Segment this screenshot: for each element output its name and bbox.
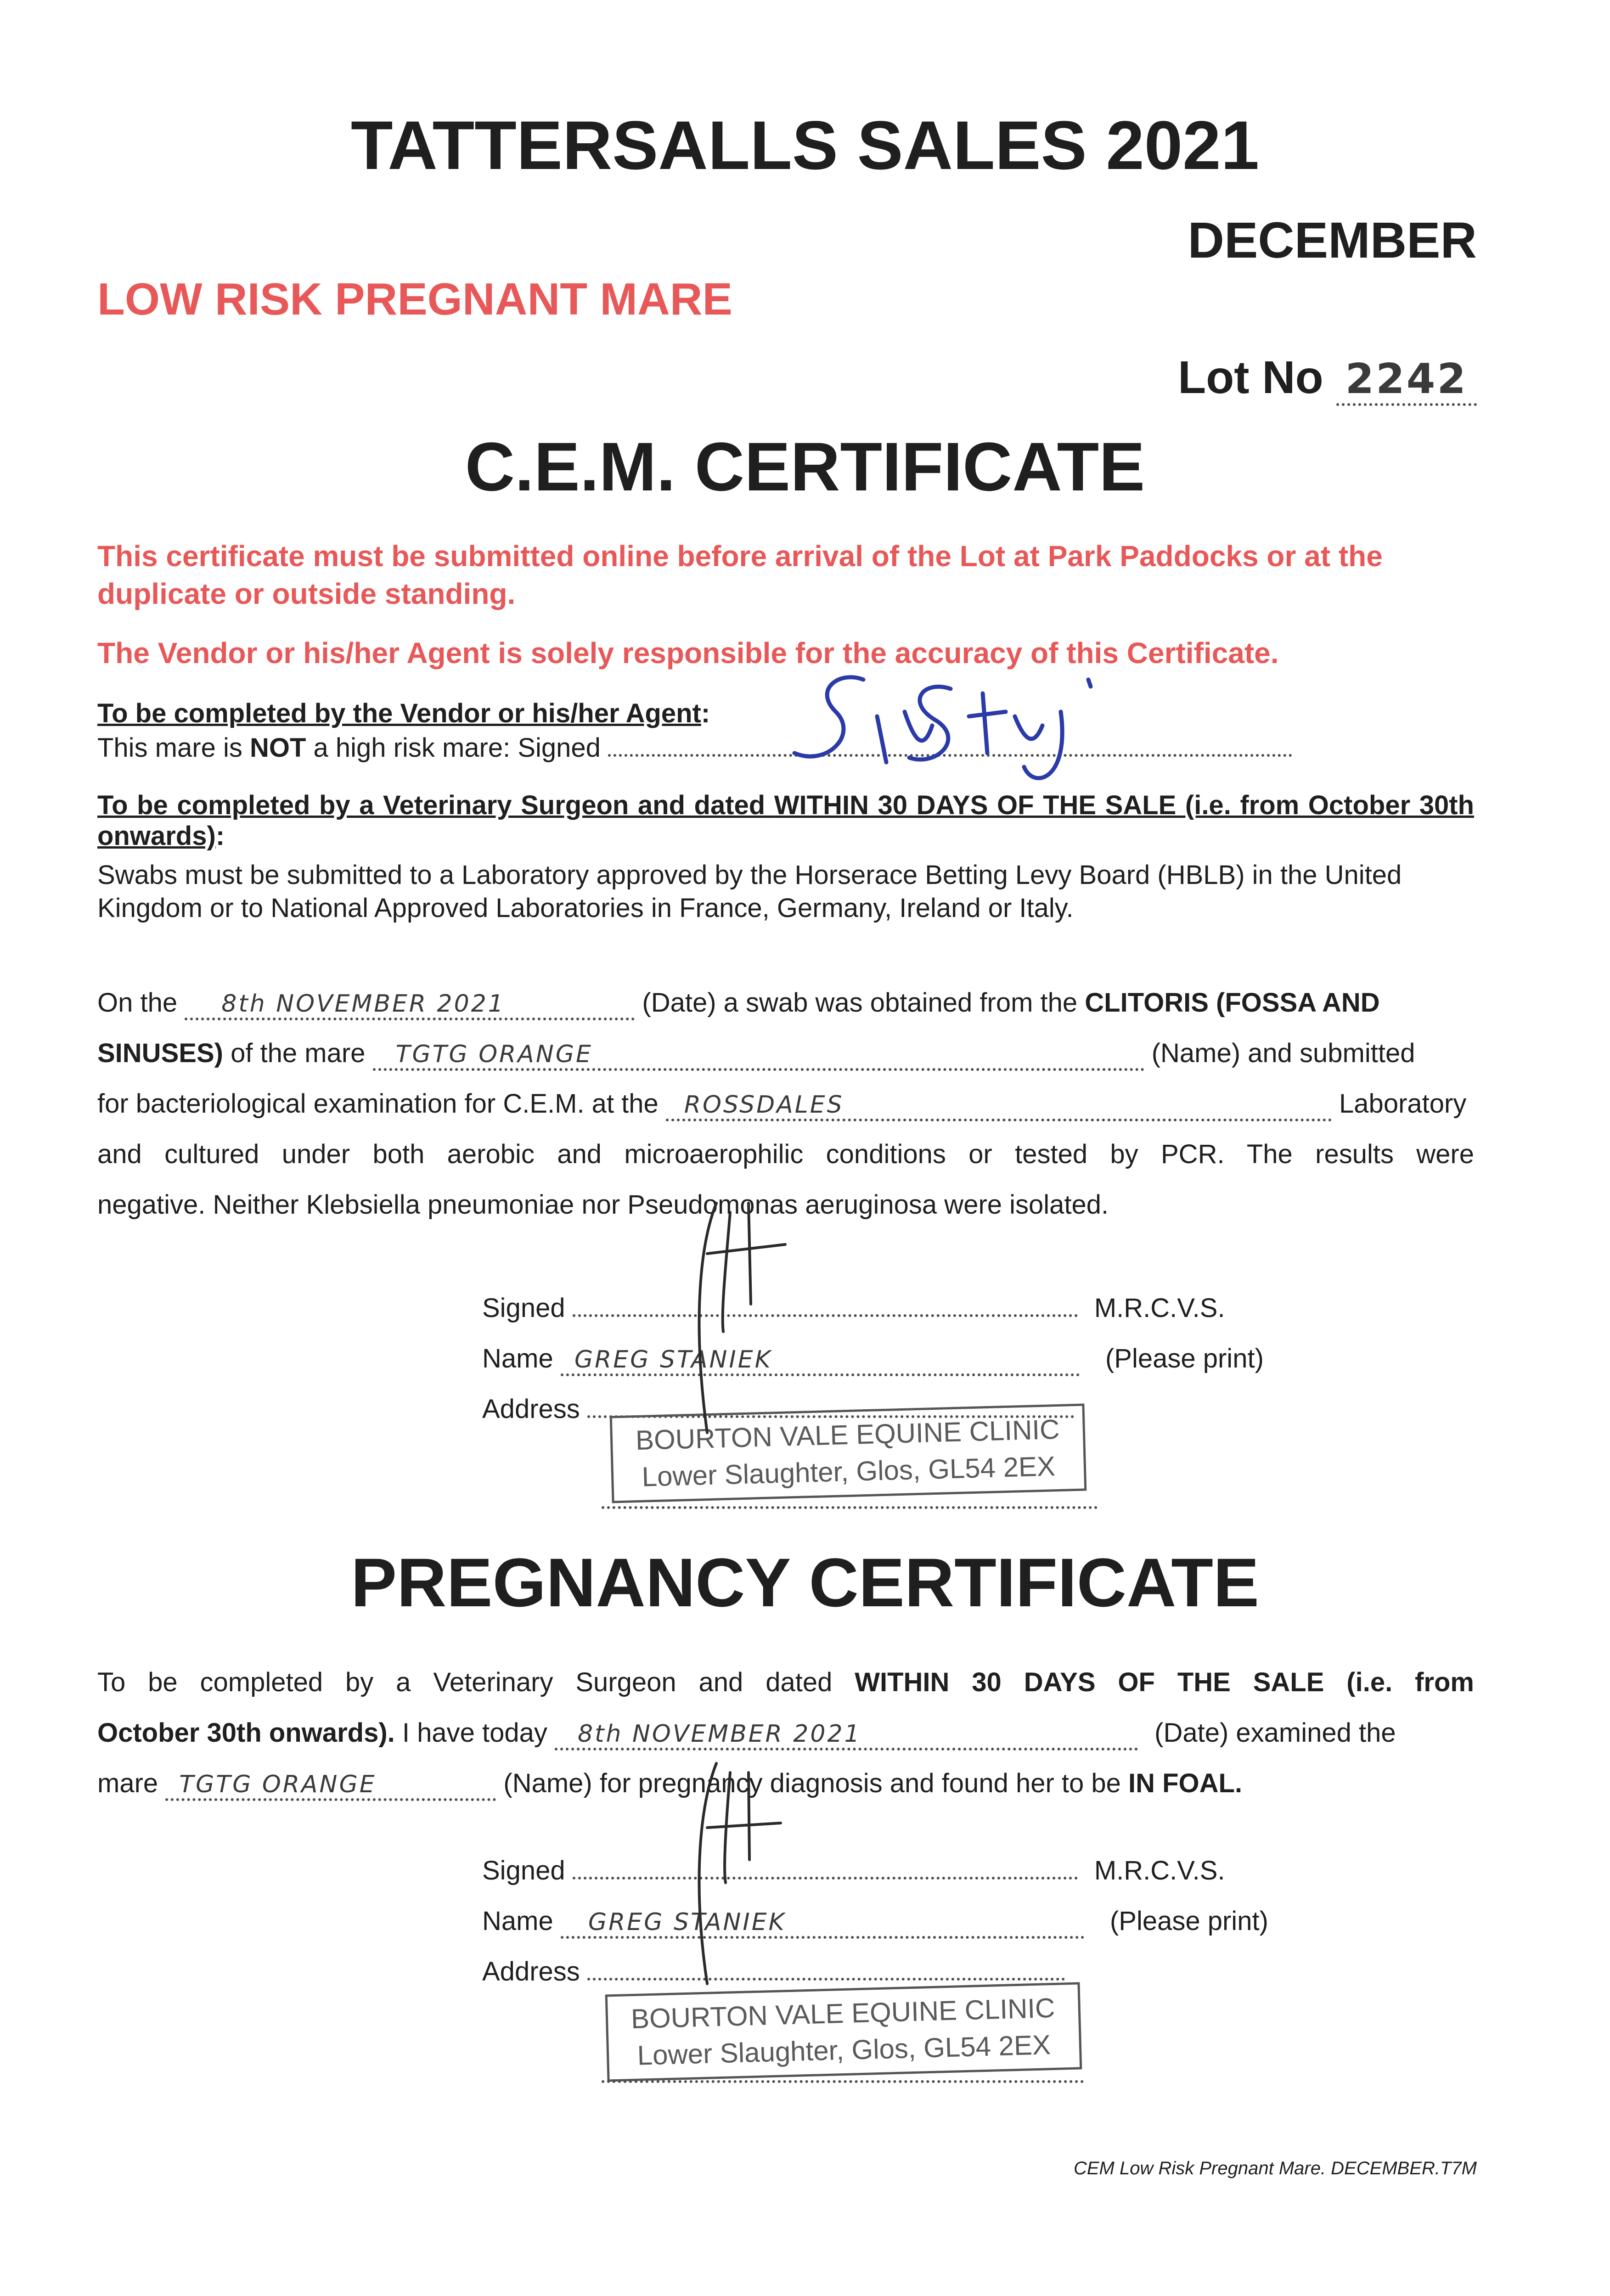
lot-number — [1178, 351, 1477, 406]
pregnancy-intro: To be completed by a Veterinary Surgeon and dated WITHIN 30 DAYS OF THE SALE (i.e. from — [97, 1667, 1474, 1697]
pregnancy-address-field[interactable] — [587, 1969, 1065, 1981]
cem-name-line: Name GREG STANIEK (Please print) — [482, 1343, 1264, 1376]
pregnancy-mare-line: mare TGTG ORANGE (Name) for pregnancy diagnosis and found her to be IN FOAL. — [97, 1768, 1242, 1801]
pregnancy-name-line: Name GREG STANIEK (Please print) — [482, 1906, 1268, 1939]
vendor-declaration: This mare is NOT a high risk mare: Signed — [97, 732, 1292, 763]
mare-name-line: SINUSES) of the mare TGTG ORANGE (Name) and submitted — [97, 1038, 1415, 1071]
vendor-signature — [785, 661, 1162, 790]
swab-date-line: On the 8th NOVEMBER 2021 (Date) a swab was obtained from the CLITORIS (FOSSA AND — [97, 987, 1474, 1020]
lot-value: 2242 — [1336, 355, 1477, 406]
pregnancy-date-line: October 30th onwards). I have today 8th NOVEMBER 2021 (Date) examined the — [97, 1717, 1396, 1750]
pregnancy-title: PREGNANCY CERTIFICATE — [351, 1544, 1259, 1621]
cem-clinic-stamp: BOURTON VALE EQUINE CLINIC Lower Slaughter, Glos, GL54 2EX — [610, 1404, 1086, 1503]
pregnancy-vet-name-field[interactable]: GREG STANIEK — [561, 1908, 1084, 1939]
pregnancy-clinic-stamp: BOURTON VALE EQUINE CLINIC Lower Slaughter, Glos, GL54 2EX — [605, 1982, 1082, 2082]
pregnancy-address-line: Address — [482, 1956, 1065, 1987]
vendor-heading: To be completed by the Vendor or his/her Agent: — [97, 698, 710, 728]
lot-label: Lot No — [1178, 352, 1323, 403]
laboratory-line: for bacteriological examination for C.E.M. at the ROSSDALES Laboratory — [97, 1088, 1466, 1121]
pregnancy-address-line-2[interactable] — [602, 2076, 1084, 2083]
cem-title: C.E.M. CERTIFICATE — [465, 428, 1145, 505]
document-title: TATTERSALLS SALES 2021 — [350, 107, 1260, 184]
swab-date-field[interactable]: 8th NOVEMBER 2021 — [185, 990, 635, 1020]
vet-heading: To be completed by a Veterinary Surgeon and dated WITHIN 30 DAYS OF THE SALE (i.e. from October 30th onwards): — [97, 790, 1474, 851]
pregnancy-signed-line: Signed M.R.C.V.S. — [482, 1856, 1225, 1885]
cem-address-line-2[interactable] — [602, 1502, 1098, 1509]
pregnancy-mare-name-field[interactable]: TGTG ORANGE — [165, 1771, 496, 1801]
laboratory-field[interactable]: ROSSDALES — [666, 1091, 1332, 1121]
cem-vet-signature — [680, 1194, 817, 1442]
negative-result-text: negative. Neither Klebsiella pneumoniae nor Pseudomonas aeruginosa were isolated. — [97, 1190, 1109, 1220]
pregnancy-vet-signature — [680, 1754, 817, 1993]
culture-text: and cultured under both aerobic and microaerophilic conditions or tested by PCR. The results were — [97, 1139, 1474, 1169]
swabs-requirement: Swabs must be submitted to a Laboratory approved by the Horserace Betting Levy Board (HBLB) in the United Kingdom or to National Approved Laboratories in France, Germany, Ireland or Italy. — [97, 860, 1402, 923]
sale-month: DECEMBER — [1188, 212, 1477, 269]
cem-mare-name-field[interactable]: TGTG ORANGE — [373, 1041, 1144, 1071]
responsibility-notice: The Vendor or his/her Agent is solely responsible for the accuracy of this Certificate. — [97, 636, 1279, 670]
pregnancy-date-field[interactable]: 8th NOVEMBER 2021 — [555, 1720, 1138, 1750]
category-label: LOW RISK PREGNANT MARE — [97, 274, 732, 324]
submission-notice: This certificate must be submitted online before arrival of the Lot at Park Paddocks or at the duplicate or outside standing. — [97, 540, 1383, 610]
pregnancy-signature-field[interactable] — [573, 1868, 1078, 1880]
cem-vet-name-field[interactable]: GREG STANIEK — [561, 1346, 1080, 1376]
cem-signed-line: Signed M.R.C.V.S. — [482, 1293, 1225, 1323]
cem-signature-field[interactable] — [573, 1305, 1078, 1317]
cem-address-line: Address — [482, 1394, 1074, 1424]
form-reference: CEM Low Risk Pregnant Mare. DECEMBER.T7M — [1073, 2158, 1477, 2178]
